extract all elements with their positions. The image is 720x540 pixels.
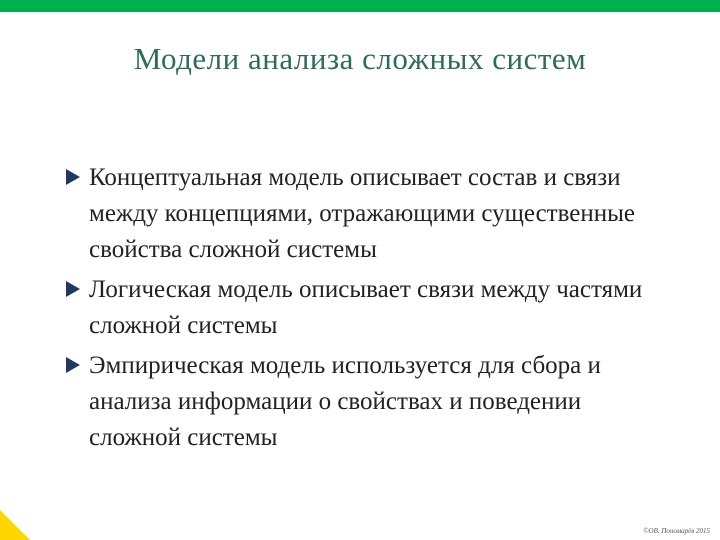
bullet-list bbox=[64, 160, 664, 460]
bullet-item bbox=[64, 272, 664, 344]
bullet-text: Концептуальная модель описывает состав и связи между концепциями, отражающими существенные свойства сложной системы bbox=[89, 164, 636, 263]
slide-title: Модели анализа сложных систем bbox=[133, 41, 587, 76]
bullet-item bbox=[64, 160, 664, 268]
bullet-item bbox=[64, 348, 664, 456]
corner-accent-triangle bbox=[0, 510, 30, 540]
triangle-bullet-icon bbox=[66, 169, 80, 185]
triangle-bullet-icon bbox=[66, 281, 80, 297]
bullet-text: Логическая модель описывает связи между частями сложной системы bbox=[89, 276, 643, 339]
triangle-bullet-icon bbox=[66, 357, 80, 373]
bullet-text: Эмпирическая модель используется для сбора и анализа информации о свойствах и поведении сложной системы bbox=[89, 352, 601, 451]
copyright-footer: ©ОВ. Пономарёв 2015 bbox=[643, 527, 710, 535]
top-accent-band bbox=[0, 0, 720, 12]
